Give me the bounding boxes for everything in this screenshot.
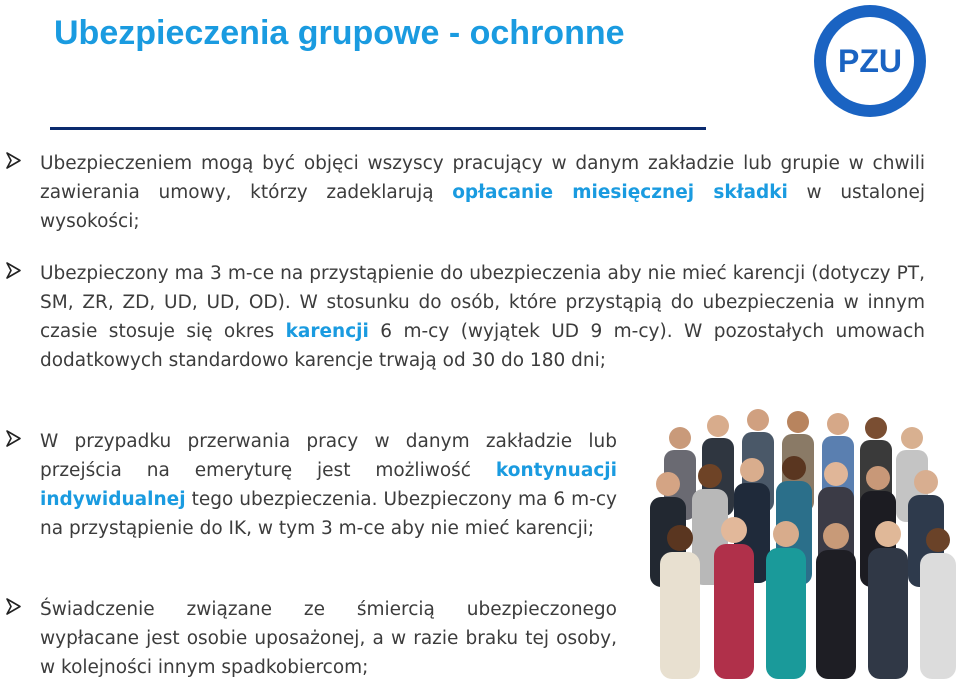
bullet-3 xyxy=(4,427,617,543)
bullet-text xyxy=(40,149,925,236)
arrow-bullet-icon xyxy=(4,429,23,448)
bullet-1 xyxy=(4,149,925,236)
bullet-text-part: w ustalonej wysokości; xyxy=(40,182,925,232)
bullet-text-part: tego ubezpieczenia. Ubezpieczony ma 6 m-cy na przystąpienie do IK, w tym 3 m-ce aby nie mieć karencji; xyxy=(40,489,617,539)
bullet-highlight: opłacanie miesięcznej składki xyxy=(452,182,788,203)
bullet-text-part: W przypadku przerwania pracy w danym zakładzie lub przejścia na emeryturę jest możliwość xyxy=(40,431,617,481)
bullet-text-part: Ubezpieczony ma 3 m-ce na przystąpienie do ubezpieczenia aby nie mieć karencji (dotyczy PT, SM, ZR, ZD, UD, UD, OD). W stosunku do osób, które przystąpią do ubezpieczenia w innym czasie stosuje się okres xyxy=(40,263,925,342)
arrow-bullet-icon xyxy=(4,597,23,616)
group-of-people-photo xyxy=(640,398,959,679)
bullet-text-part: Świadczenie związane ze śmiercią ubezpieczonego wypłacane jest osobie uposażonej, a w razie braku tej osoby, w kolejności innym spadkobiercom; xyxy=(40,599,617,678)
bullet-text-part: 6 m-cy (wyjątek UD 9 m-cy). W pozostałych umowach dodatkowych standardowo karencje trwają od 30 do 180 dni; xyxy=(40,321,925,371)
slide-title: Ubezpieczenia grupowe - ochronne xyxy=(54,14,625,52)
bullet-text xyxy=(40,427,617,543)
pzu-logo-text: PZU xyxy=(838,43,902,79)
bullet-text-part: Ubezpieczeniem mogą być objęci wszyscy pracujący w danym zakładzie lub grupie w chwili zawierania umowy, którzy zadeklarują xyxy=(40,153,925,203)
bullet-highlight: kontynuacji indywidualnej xyxy=(40,460,617,510)
bullet-text xyxy=(40,259,925,375)
bullet-4 xyxy=(4,595,617,682)
bullet-highlight: karencji xyxy=(285,321,369,342)
arrow-bullet-icon xyxy=(4,261,23,280)
bullet-text xyxy=(40,595,617,682)
bullet-2 xyxy=(4,259,925,375)
title-underline xyxy=(50,127,706,130)
arrow-bullet-icon xyxy=(4,151,23,170)
pzu-logo xyxy=(812,3,928,119)
